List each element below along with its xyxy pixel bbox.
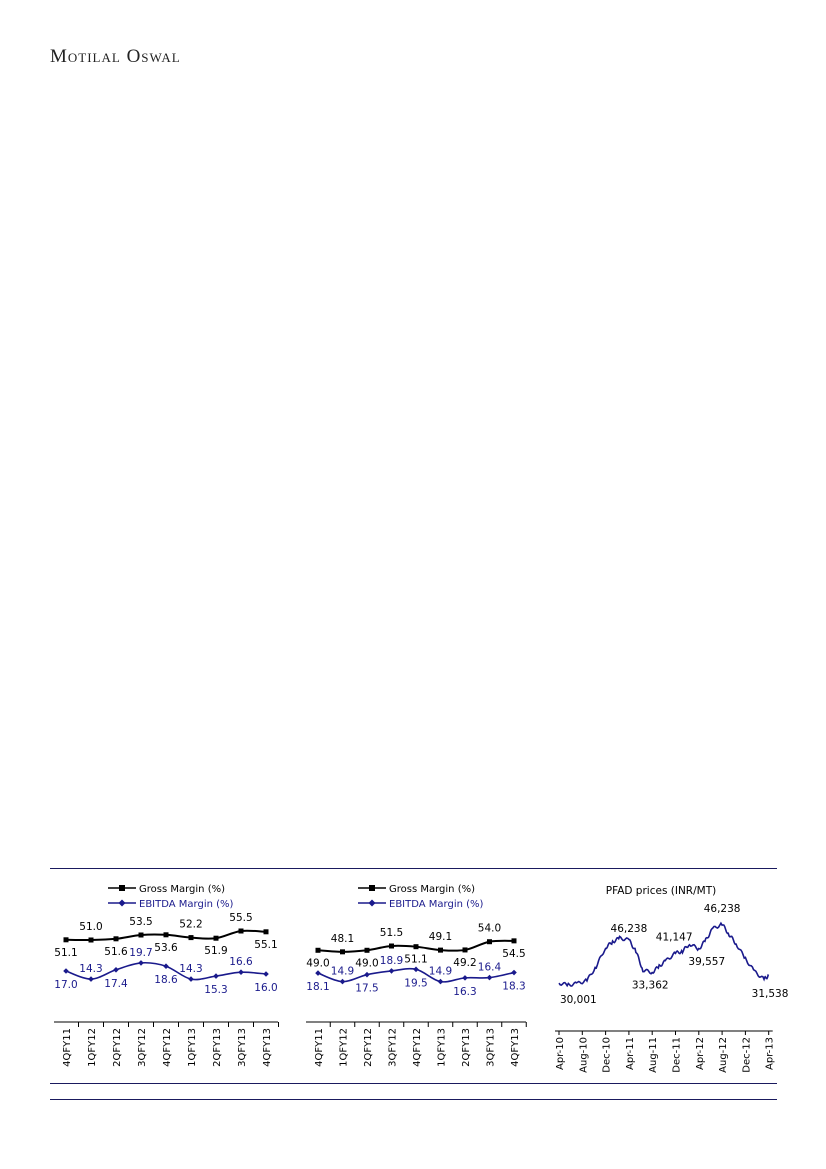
- ebitda-margin-label-5: 14.3: [179, 963, 203, 976]
- ebitda-margin-point-3: [138, 960, 144, 966]
- gross-margin-label-1: 51.0: [79, 921, 103, 933]
- x-tick-label-0: 4QFY11: [62, 1028, 73, 1067]
- legend-marker-1: [369, 900, 376, 907]
- legend-label-0: Gross Margin (%): [389, 884, 475, 895]
- gross-margin-label-1: 48.1: [330, 932, 355, 945]
- gross-margin-point-6: [214, 936, 219, 941]
- ebitda-margin-point-4: [413, 967, 419, 973]
- ebitda-margin-point-3: [389, 968, 395, 974]
- x-tick-label-6: Apr-12: [694, 1037, 706, 1070]
- legend-label-1: EBITDA Margin (%): [139, 899, 234, 910]
- brand-logo: Motilal Oswal: [50, 46, 181, 67]
- bottom-rule: [50, 1099, 777, 1100]
- gross-margin-point-2: [365, 948, 370, 953]
- ebitda-margin-point-2: [364, 972, 370, 978]
- legend-label-0: Gross Margin (%): [139, 884, 225, 895]
- ebitda-margin-label-3: 19.7: [129, 946, 153, 959]
- ebitda-margin-point-6: [462, 975, 468, 981]
- ebitda-margin-point-7: [487, 975, 493, 981]
- gross-margin-label-6: 51.9: [204, 945, 228, 958]
- ebitda-margin-label-5: 14.9: [428, 965, 453, 978]
- gross-margin-label-2: 51.6: [104, 945, 128, 958]
- x-tick-label-2: Dec-10: [601, 1037, 613, 1073]
- ebitda-margin-label-8: 16.0: [254, 982, 278, 994]
- margin-chart-1: [50, 870, 290, 1080]
- ebitda-margin-label-3: 18.9: [379, 954, 404, 967]
- x-tick-label-1: Aug-10: [578, 1037, 590, 1073]
- price-annotation-0: 30,001: [559, 993, 597, 1006]
- gross-margin-point-2: [114, 936, 119, 941]
- ebitda-margin-label-2: 17.5: [355, 982, 379, 995]
- middle-rule: [50, 1083, 777, 1084]
- x-tick-label-0: Apr-10: [555, 1037, 566, 1070]
- ebitda-margin-point-2: [113, 967, 119, 973]
- gross-margin-point-7: [239, 929, 244, 934]
- ebitda-margin-point-5: [188, 976, 194, 982]
- gross-margin-label-2: 49.0: [355, 957, 379, 970]
- gross-margin-label-4: 53.6: [154, 941, 178, 954]
- x-tick-label-5: Dec-11: [671, 1037, 683, 1073]
- x-tick-label-5: 1QFY13: [436, 1028, 448, 1067]
- gross-margin-point-3: [139, 933, 144, 938]
- gross-margin-label-8: 55.1: [254, 938, 278, 951]
- x-tick-label-7: 3QFY13: [485, 1028, 497, 1067]
- ebitda-margin-label-4: 18.6: [154, 974, 178, 987]
- x-tick-label-3: 3QFY12: [387, 1028, 399, 1067]
- x-tick-label-4: 4QFY12: [412, 1028, 423, 1067]
- ebitda-margin-label-1: 14.9: [330, 965, 355, 978]
- margin-chart-2: [300, 870, 540, 1080]
- gross-margin-label-3: 53.5: [129, 916, 153, 928]
- gross-margin-label-7: 54.0: [477, 922, 502, 935]
- x-tick-label-4: Aug-11: [648, 1037, 660, 1073]
- x-tick-label-0: 4QFY11: [314, 1028, 325, 1067]
- price-annotation-2: 33,362: [631, 979, 669, 992]
- ebitda-margin-point-6: [213, 973, 219, 979]
- legend-marker-0: [119, 885, 125, 891]
- ebitda-margin-label-1: 14.3: [79, 963, 103, 976]
- x-tick-label-1: 1QFY12: [87, 1028, 98, 1067]
- ebitda-margin-label-6: 16.3: [453, 985, 477, 998]
- gross-margin-label-0: 49.0: [306, 957, 330, 970]
- gross-margin-point-6: [463, 947, 468, 952]
- x-tick-label-6: 2QFY13: [461, 1028, 472, 1067]
- gross-margin-point-1: [340, 949, 345, 954]
- x-tick-label-5: 1QFY13: [187, 1028, 198, 1067]
- ebitda-margin-label-2: 17.4: [104, 977, 128, 990]
- price-annotation-4: 46,238: [703, 903, 741, 916]
- gross-margin-point-7: [487, 939, 492, 944]
- ebitda-margin-label-0: 18.1: [306, 981, 330, 994]
- ebitda-margin-point-8: [511, 970, 517, 976]
- gross-margin-label-5: 49.1: [428, 931, 453, 944]
- x-tick-label-2: 2QFY12: [112, 1028, 123, 1067]
- gross-margin-point-0: [316, 948, 321, 953]
- gross-margin-label-4: 51.1: [404, 953, 428, 966]
- ebitda-margin-label-4: 19.5: [404, 977, 428, 990]
- gross-margin-point-0: [64, 937, 69, 942]
- gross-margin-label-7: 55.5: [229, 912, 253, 924]
- gross-margin-label-8: 54.5: [502, 947, 526, 960]
- x-tick-label-7: 3QFY13: [237, 1028, 248, 1067]
- ebitda-margin-label-7: 16.6: [229, 956, 253, 969]
- x-tick-label-8: 4QFY13: [262, 1028, 273, 1067]
- x-tick-label-3: 3QFY12: [137, 1028, 148, 1067]
- ebitda-margin-point-0: [315, 970, 321, 976]
- gross-margin-label-5: 52.2: [179, 918, 203, 931]
- price-annotation-5: 39,557: [688, 956, 726, 969]
- x-tick-label-8: 4QFY13: [510, 1028, 521, 1067]
- gross-margin-point-3: [389, 944, 394, 949]
- x-tick-label-1: 1QFY12: [338, 1028, 350, 1067]
- gross-margin-point-8: [264, 929, 269, 934]
- x-tick-label-7: Aug-12: [718, 1037, 730, 1073]
- legend-marker-1: [119, 900, 126, 907]
- price-annotation-1: 46,238: [610, 923, 648, 935]
- gross-margin-label-3: 51.5: [379, 927, 404, 939]
- price-annotation-3: 41,147: [655, 931, 693, 944]
- ebitda-margin-point-4: [163, 963, 169, 969]
- gross-margin-label-0: 51.1: [54, 946, 78, 959]
- ebitda-margin-point-5: [438, 979, 444, 985]
- ebitda-margin-point-7: [238, 969, 244, 975]
- gross-margin-point-8: [512, 938, 517, 943]
- pfad-price-chart: [545, 870, 789, 1080]
- legend-marker-0: [369, 885, 375, 891]
- x-tick-label-2: 2QFY12: [363, 1028, 374, 1067]
- top-rule: [50, 868, 777, 869]
- gross-margin-point-5: [189, 935, 194, 940]
- x-tick-label-4: 4QFY12: [162, 1028, 173, 1067]
- gross-margin-point-4: [164, 932, 169, 937]
- price-annotation-6: 31,538: [751, 988, 789, 1001]
- x-tick-label-6: 2QFY13: [212, 1028, 223, 1067]
- legend-label-1: EBITDA Margin (%): [389, 899, 484, 910]
- ebitda-margin-label-8: 18.3: [502, 980, 526, 993]
- ebitda-margin-point-8: [263, 971, 269, 977]
- ebitda-margin-point-1: [340, 979, 346, 985]
- ebitda-margin-label-6: 15.3: [204, 984, 228, 997]
- x-tick-label-8: Dec-12: [741, 1037, 753, 1073]
- gross-margin-point-5: [438, 948, 443, 953]
- chart-title: PFAD prices (INR/MT): [605, 885, 717, 897]
- gross-margin-point-4: [414, 944, 419, 949]
- ebitda-margin-label-0: 17.0: [54, 979, 78, 991]
- x-tick-label-9: Apr-13: [764, 1037, 776, 1070]
- ebitda-margin-label-7: 16.4: [477, 961, 502, 974]
- gross-margin-label-6: 49.2: [453, 956, 477, 969]
- ebitda-margin-point-0: [63, 968, 69, 974]
- ebitda-margin-point-1: [88, 976, 94, 982]
- x-tick-label-3: Apr-11: [624, 1037, 636, 1070]
- gross-margin-point-1: [89, 938, 94, 943]
